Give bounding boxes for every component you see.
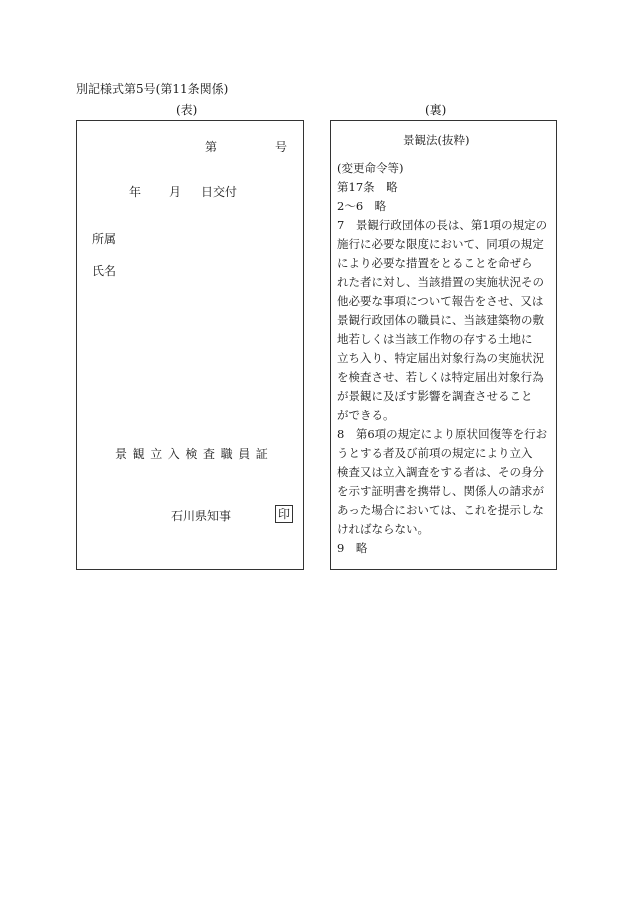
law-excerpt-title: 景観法(抜粋) [403, 133, 470, 147]
law-text-line: 施行に必要な限度において、同項の規定 [337, 237, 544, 251]
number-prefix: 第 [205, 140, 218, 154]
law-text-line: 7 景観行政団体の長は、第1項の規定の [337, 218, 548, 232]
law-text-line: れた者に対し、当該措置の実施状況その [337, 275, 544, 289]
law-text-line: を示す証明書を携帯し、関係人の請求が [337, 484, 544, 498]
law-text-line: 第17条 略 [337, 180, 398, 194]
date-year-label: 年 [129, 185, 142, 199]
certificate-title: 景観立入検査職員証 [115, 447, 274, 461]
name-label: 氏名 [92, 264, 117, 278]
certificate-front-card [76, 120, 304, 570]
seal-mark: 印 [275, 505, 293, 523]
law-text-line: 2〜6 略 [337, 199, 387, 213]
front-side-label: (表) [176, 103, 198, 117]
law-text-line: 景観行政団体の職員に、当該建築物の敷 [337, 313, 544, 327]
law-text-line: あった場合においては、これを提示しな [337, 503, 544, 517]
law-text-line: により必要な措置をとることを命ぜら [337, 256, 533, 270]
law-text-line: 地若しくは当該工作物の存する土地に [337, 332, 533, 346]
law-text-line: 他必要な事項について報告をさせ、又は [337, 294, 544, 308]
back-side-label: (裏) [425, 103, 447, 117]
affiliation-label: 所属 [92, 232, 117, 246]
law-text-line: (変更命令等) [337, 161, 404, 175]
law-text-line: ができる。 [337, 408, 395, 422]
law-text-line: 9 略 [337, 541, 368, 555]
law-text-line: ければならない。 [337, 522, 429, 536]
law-text-line: 8 第6項の規定により原状回復等を行お [337, 427, 548, 441]
law-text-line: 検査又は立入調査をする者は、その身分 [337, 465, 544, 479]
law-text-line: 立ち入り、特定届出対象行為の実施状況 [337, 351, 544, 365]
date-day-issued-label: 日交付 [201, 185, 238, 199]
number-suffix: 号 [275, 140, 288, 154]
law-text-line: を検査させ、若しくは特定届出対象行為 [337, 370, 544, 384]
law-text-line: うとする者及び前項の規定により立入 [337, 446, 533, 460]
issuer-name: 石川県知事 [171, 509, 232, 523]
date-month-label: 月 [169, 185, 182, 199]
certificate-back-card [330, 120, 557, 570]
law-text-line: が景観に及ぼす影響を調査させること [337, 389, 533, 403]
form-title: 別記様式第5号(第11条関係) [76, 82, 229, 96]
